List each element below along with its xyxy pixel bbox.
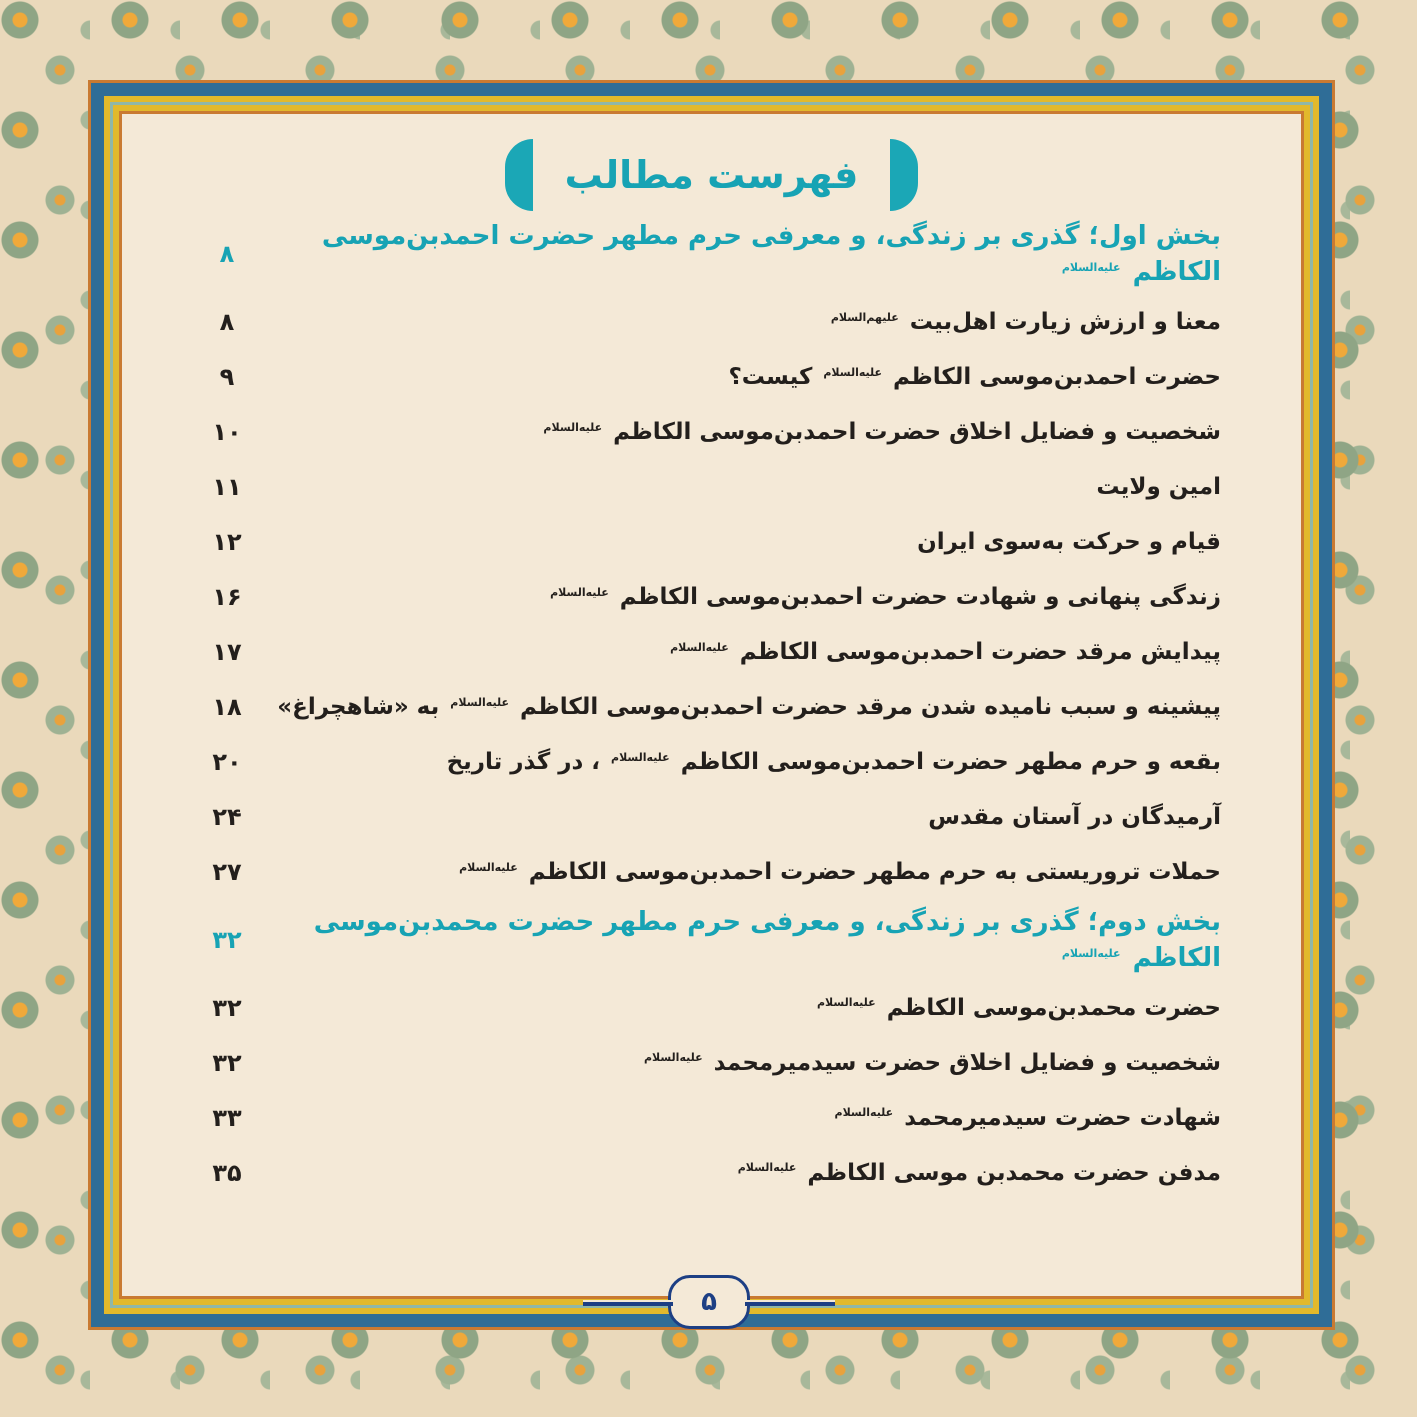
toc-entry-text: زندگی پنهانی و شهادت حضرت احمدبن‌موسی الکاظم — [619, 584, 1221, 611]
toc-page-number: ۸ — [219, 308, 235, 337]
toc-entry-title — [277, 526, 1221, 558]
content-page — [122, 114, 1301, 1296]
toc-entry[interactable] — [122, 680, 1301, 735]
toc-entry[interactable] — [122, 1146, 1301, 1201]
honorific-ligature: علیه‌السلام — [670, 640, 729, 654]
honorific-ligature: علیه‌السلام — [834, 1106, 894, 1120]
toc-entry-title — [277, 636, 1221, 668]
toc-entry[interactable] — [122, 735, 1301, 790]
honorific-ligature: علیه‌السلام — [823, 365, 883, 379]
toc-page-number: ۱۱ — [212, 473, 242, 502]
honorific-ligature: علیه‌السلام — [450, 695, 509, 709]
toc-entry-suffix: کیست؟ — [728, 364, 813, 391]
honorific-ligature: علیه‌السلام — [643, 1051, 703, 1065]
toc-entry-text: معنا و ارزش زیارت اهل‌بیت — [909, 309, 1221, 336]
honorific-ligature: علیهم‌السلام — [830, 310, 899, 324]
toc-entry-text: بخش اول؛ گذری بر زندگی، و معرفی حرم مطهر حضرت احمدبن‌موسی الکاظم — [321, 221, 1221, 288]
toc-section-heading[interactable] — [122, 900, 1301, 981]
toc-page-number: ۳۳ — [212, 1104, 242, 1133]
toc-entry-text: شهادت حضرت سیدمیرمحمد — [904, 1104, 1221, 1131]
toc-list — [122, 214, 1301, 1201]
honorific-ligature: علیه‌السلام — [459, 860, 518, 874]
toc-entry-title — [277, 801, 1221, 833]
honorific-ligature: علیه‌السلام — [611, 750, 670, 764]
toc-entry-text: قیام و حرکت به‌سوی ایران — [917, 529, 1221, 556]
toc-entry-title — [277, 361, 1221, 393]
toc-entry-text: حضرت احمدبن‌موسی الکاظم — [893, 364, 1221, 391]
toc-entry[interactable] — [122, 1091, 1301, 1146]
footer-rule-left — [583, 1300, 673, 1306]
toc-entry-title — [277, 1157, 1221, 1189]
toc-entry-title — [277, 581, 1221, 613]
toc-entry-title — [277, 1102, 1221, 1134]
toc-page-number: ۱۶ — [212, 583, 242, 612]
toc-page-number: ۱۰ — [212, 418, 242, 447]
toc-entry-text: بقعه و حرم مطهر حضرت احمدبن‌موسی الکاظم — [680, 749, 1221, 776]
toc-entry-title — [277, 218, 1221, 291]
toc-entry[interactable] — [122, 1036, 1301, 1091]
toc-page-number: ۱۲ — [212, 528, 242, 557]
toc-page-number: ۸ — [219, 240, 235, 269]
cartouche-left-ornament — [505, 139, 533, 211]
toc-page-number: ۲۴ — [212, 803, 242, 832]
cartouche-right-ornament — [890, 139, 918, 211]
honorific-ligature: علیه‌السلام — [737, 1161, 797, 1175]
toc-entry-text: بخش دوم؛ گذری بر زندگی، و معرفی حرم مطهر حضرت محمدبن‌موسی الکاظم — [313, 906, 1221, 974]
toc-entry-text: حضرت محمدبن‌موسی الکاظم — [886, 994, 1221, 1021]
toc-entry[interactable] — [122, 981, 1301, 1036]
toc-page-number: ۳۲ — [212, 926, 242, 955]
toc-page-number: ۳۲ — [212, 994, 242, 1023]
toc-entry-text: شخصیت و فضایل اخلاق حضرت سیدمیرمحمد — [713, 1049, 1221, 1076]
toc-page-number: ۱۸ — [212, 693, 242, 722]
toc-entry-title — [277, 416, 1221, 448]
toc-page-number: ۱۷ — [212, 638, 242, 667]
toc-entry-title — [277, 746, 1221, 778]
toc-entry[interactable] — [122, 515, 1301, 570]
ornamental-frame — [88, 80, 1335, 1330]
toc-page-number: ۳۵ — [212, 1159, 242, 1188]
toc-entry-title — [277, 691, 1221, 723]
toc-entry-title — [277, 904, 1221, 977]
page-title: فهرست مطالب — [564, 153, 859, 197]
page-number: ۵ — [668, 1275, 750, 1329]
toc-entry-text: پیدایش مرقد حضرت احمدبن‌موسی الکاظم — [739, 639, 1221, 666]
toc-page-number: ۳۲ — [212, 1049, 242, 1078]
toc-entry[interactable] — [122, 295, 1301, 350]
toc-page-number: ۲۷ — [212, 858, 242, 887]
toc-entry-text: مدفن حضرت محمدبن موسی الکاظم — [807, 1159, 1221, 1186]
toc-section-heading[interactable] — [122, 214, 1301, 295]
honorific-ligature: علیه‌السلام — [1061, 946, 1121, 960]
footer-rule-right — [745, 1300, 835, 1306]
honorific-ligature: علیه‌السلام — [550, 585, 609, 599]
toc-entry[interactable] — [122, 460, 1301, 515]
honorific-ligature: علیه‌السلام — [1061, 260, 1121, 274]
page-number-footer — [583, 1272, 835, 1332]
toc-entry-text: شخصیت و فضایل اخلاق حضرت احمدبن‌موسی الکاظم — [613, 419, 1221, 446]
toc-entry[interactable] — [122, 625, 1301, 680]
toc-entry-text: امین ولایت — [1096, 474, 1221, 501]
toc-entry-suffix: ، در گذر تاریخ — [446, 749, 600, 776]
toc-entry-text: آرمیدگان در آستان مقدس — [928, 804, 1221, 831]
toc-entry-title — [277, 471, 1221, 503]
toc-entry-title — [277, 1047, 1221, 1079]
toc-entry-text: پیشینه و سبب نامیده شدن مرقد حضرت احمدبن‌موسی الکاظم — [520, 694, 1221, 721]
toc-entry-text: حملات تروریستی به حرم مطهر حضرت احمدبن‌موسی الکاظم — [528, 859, 1221, 886]
honorific-ligature: علیه‌السلام — [816, 996, 876, 1010]
toc-entry-suffix: به «شاهچراغ» — [277, 694, 440, 721]
title-cartouche — [122, 139, 1301, 211]
toc-entry-title — [277, 306, 1221, 338]
toc-entry-title — [277, 856, 1221, 888]
toc-page-number: ۲۰ — [212, 748, 242, 777]
honorific-ligature: علیه‌السلام — [543, 420, 603, 434]
toc-entry[interactable] — [122, 570, 1301, 625]
toc-entry[interactable] — [122, 350, 1301, 405]
toc-entry[interactable] — [122, 405, 1301, 460]
toc-page-number: ۹ — [219, 363, 235, 392]
toc-entry-title — [277, 992, 1221, 1024]
toc-entry[interactable] — [122, 790, 1301, 845]
toc-entry[interactable] — [122, 845, 1301, 900]
